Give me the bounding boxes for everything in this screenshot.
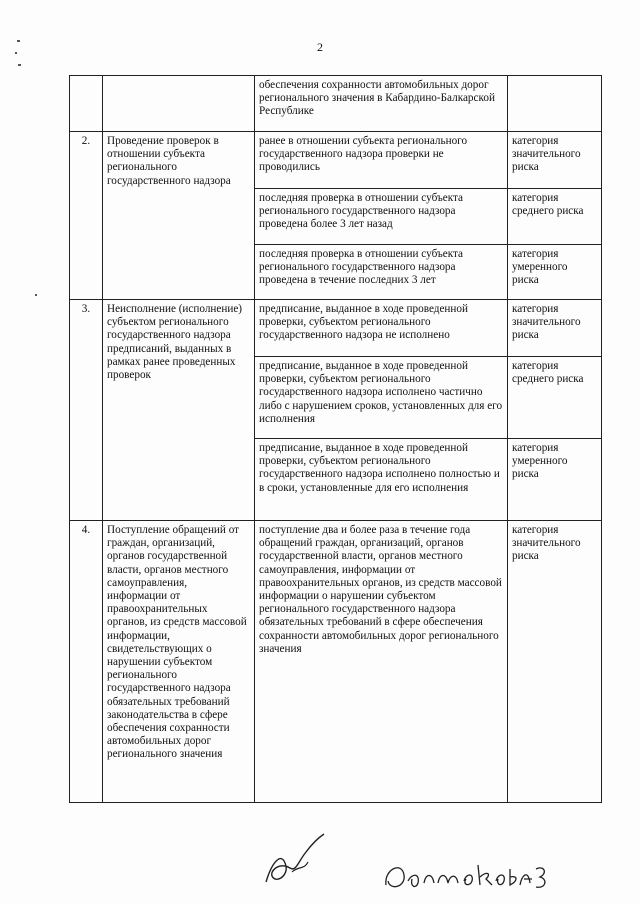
condition-cell: предписание, выданное в ходе проведенной проверки, субъектом регионального государственного надзора не исполнено	[255, 300, 508, 357]
condition-cell: поступление два и более раза в течение года обращений граждан, организаций, органов государственной власти, органов местного самоуправления, информации от правоохранительных органов, из средств массовой информации о нарушении субъектом регионального государственного надзора обязательных требований в сфере обеспечения сохранности автомобильных дорог регионального значения	[255, 521, 508, 803]
scan-speck	[35, 294, 37, 296]
criterion-cell	[103, 76, 255, 132]
category-cell: категория умеренного риска	[508, 439, 602, 521]
scan-speck	[17, 40, 20, 42]
category-cell: категория значительного риска	[508, 521, 602, 803]
category-cell	[508, 76, 602, 132]
row-number: 4.	[70, 521, 103, 803]
table-row	[70, 76, 602, 132]
category-cell: категория значительного риска	[508, 300, 602, 357]
condition-cell: ранее в отношении субъекта регионального государственного надзора проверки не проводились	[255, 132, 508, 189]
category-cell: категория среднего риска	[508, 189, 602, 245]
scan-speck	[15, 52, 17, 54]
condition-cell: последняя проверка в отношении субъекта регионального государственного надзора проведена в течение последних 3 лет	[255, 245, 508, 300]
table-row	[70, 521, 602, 803]
category-cell: категория среднего риска	[508, 357, 602, 439]
signature-initials	[262, 832, 332, 892]
category-cell: категория умеренного риска	[508, 245, 602, 300]
condition-cell: предписание, выданное в ходе проведенной проверки, субъектом регионального государственного надзора исполнено полностью и в сроки, установленные для его исполнения	[255, 439, 508, 521]
table-row	[70, 300, 602, 357]
category-cell: категория значительного риска	[508, 132, 602, 189]
page-number: 2	[317, 40, 323, 54]
table-row	[70, 132, 602, 189]
criterion-cell: Проведение проверок в отношении субъекта регионального государственного надзора	[103, 132, 255, 300]
criterion-cell: Поступление обращений от граждан, организаций, органов государственной власти, органов местного самоуправления, информации от правоохранительных органов, из средств массовой информации, свидетельствующих о нарушении субъектом регионального государственного надзора обязательных требований законодательства в сфере обеспечения сохранности автомобильных дорог регионального значения	[103, 521, 255, 803]
condition-cell: последняя проверка в отношении субъекта регионального государственного надзора проведена более 3 лет назад	[255, 189, 508, 245]
condition-cell: предписание, выданное в ходе проведенной проверки, субъектом регионального государственного надзора исполнено частично либо с нарушением сроков, установленных для его исполнения	[255, 357, 508, 439]
criterion-cell: Неисполнение (исполнение) субъектом регионального государственного надзора предписаний, выданных в рамках ранее проведенных проверок	[103, 300, 255, 521]
row-number: 3.	[70, 300, 103, 521]
scan-speck	[18, 64, 21, 66]
condition-cell: обеспечения сохранности автомобильных дорог регионального значения в Кабардино-Балкарской Республике	[255, 76, 508, 132]
signature-name	[380, 855, 550, 897]
row-number: 2.	[70, 132, 103, 300]
risk-criteria-table	[69, 75, 602, 803]
row-number	[70, 76, 103, 132]
